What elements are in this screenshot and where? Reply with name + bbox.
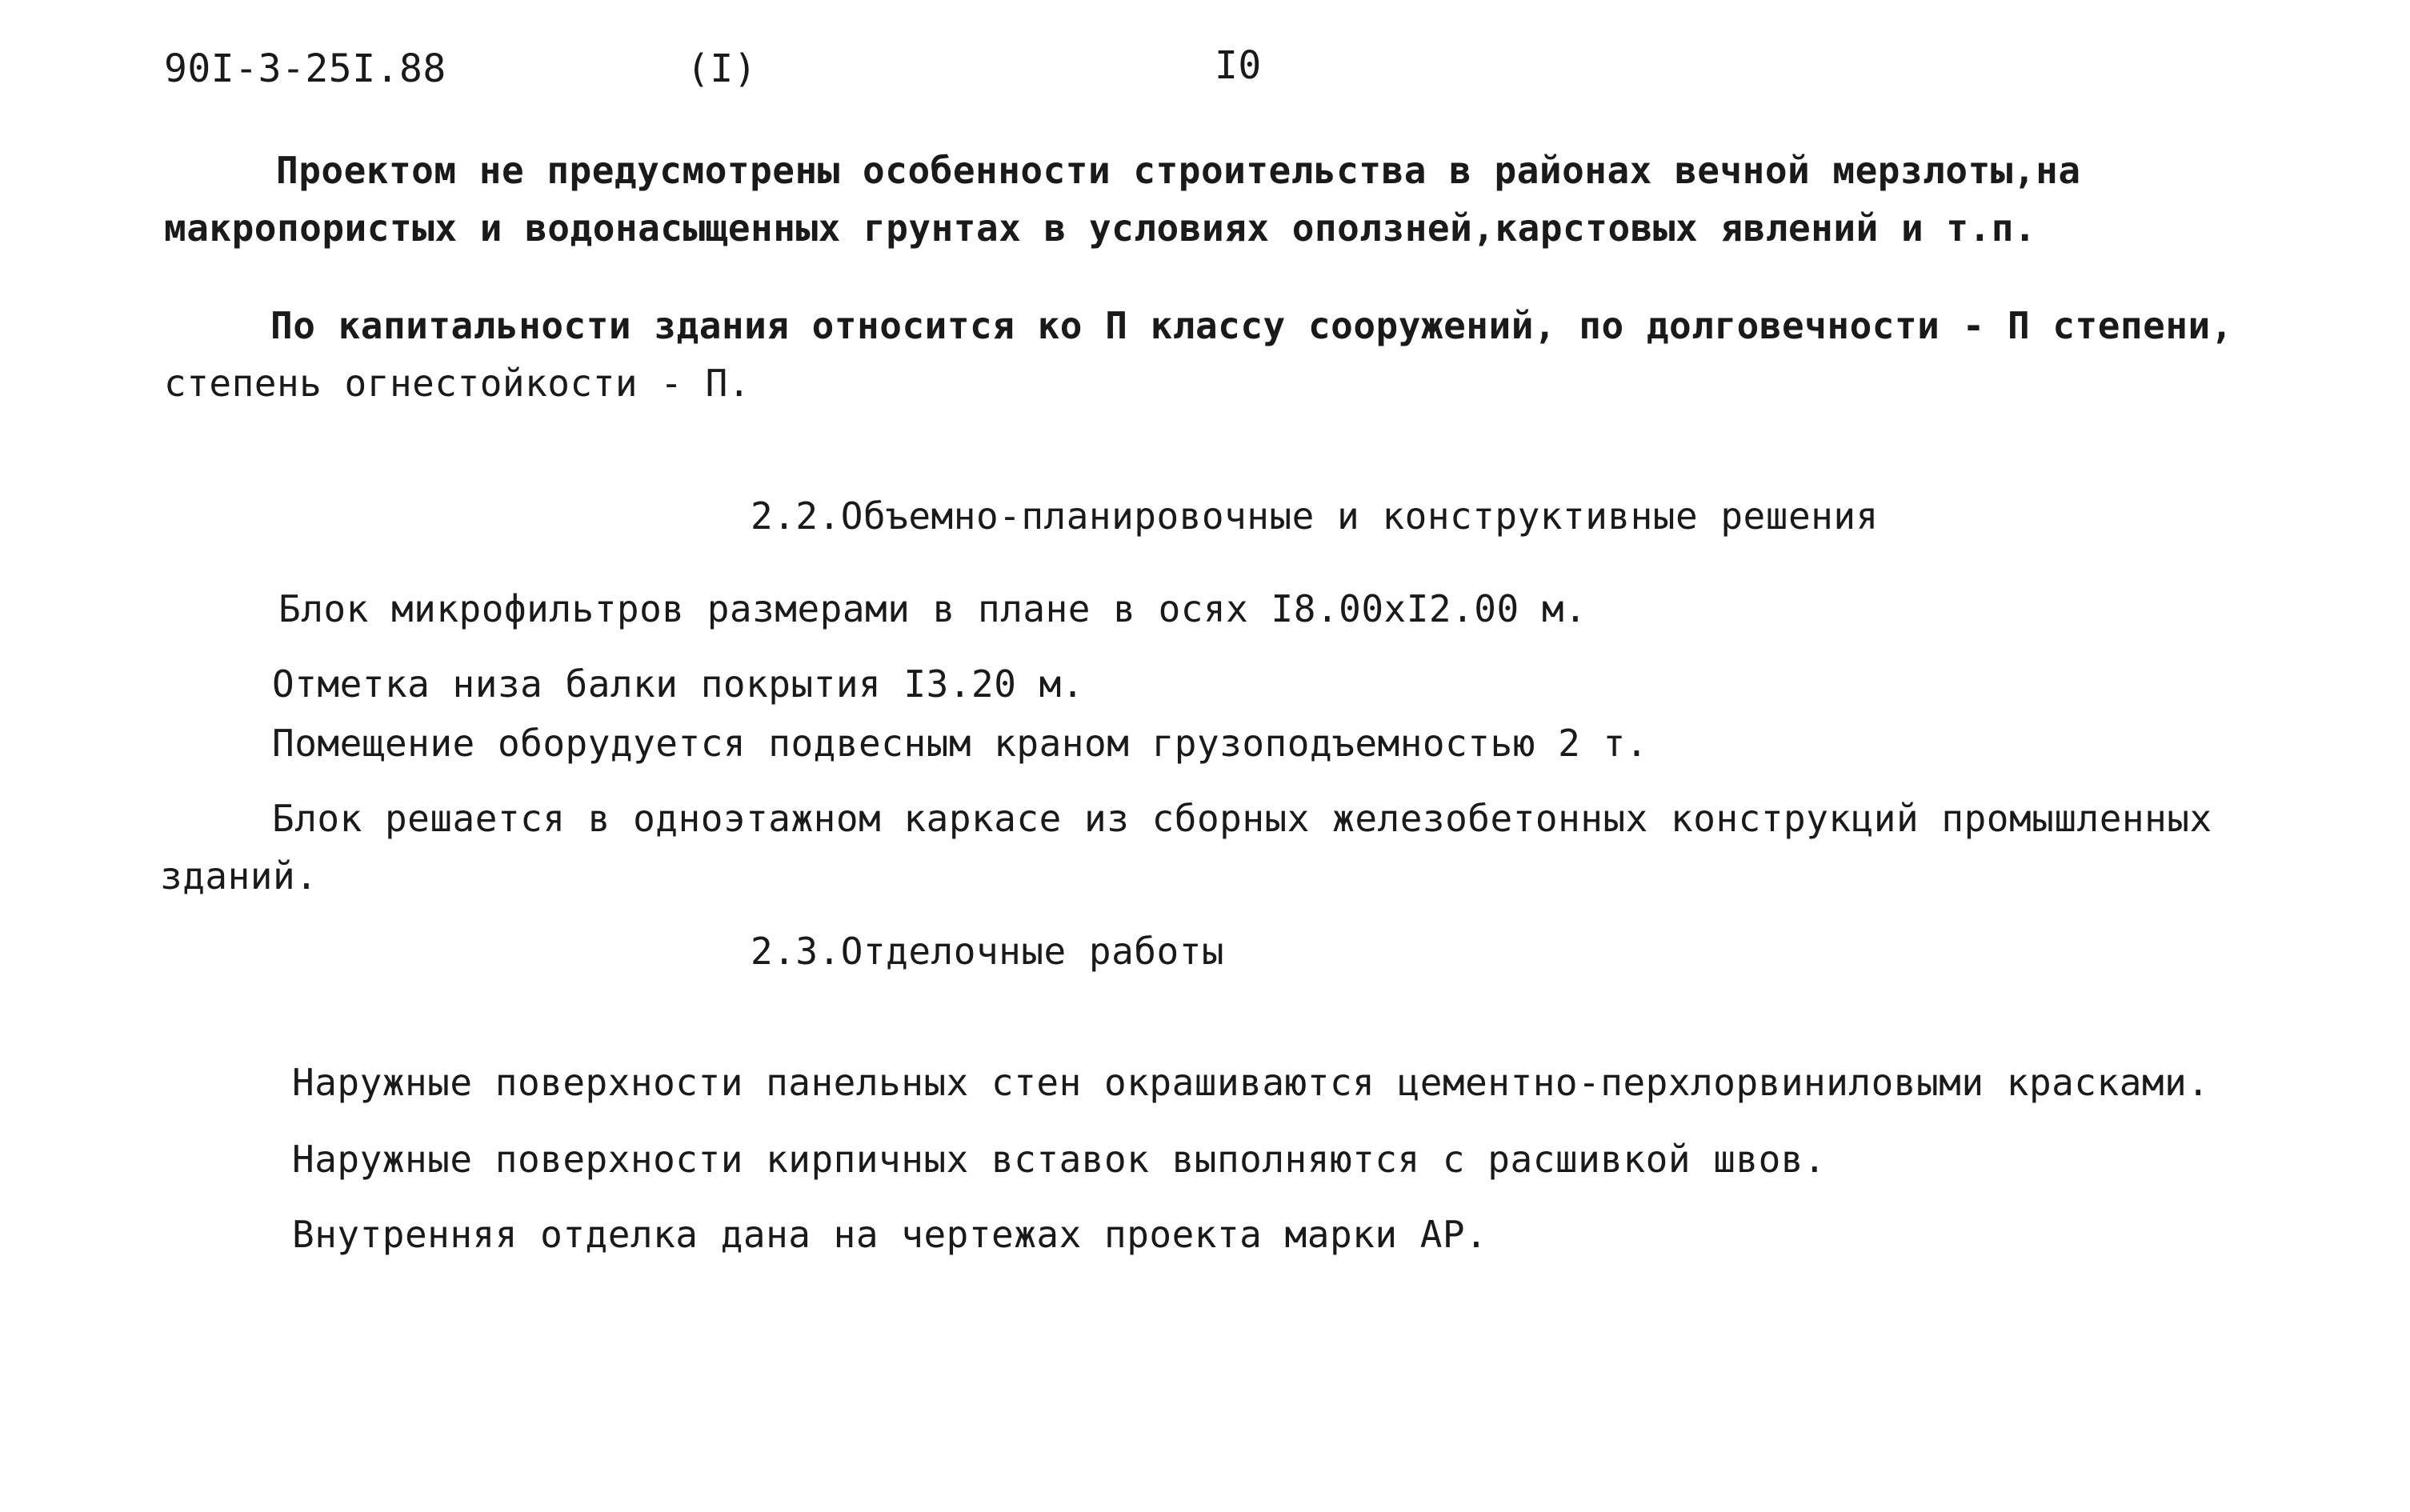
line-brick-inserts: Наружные поверхности кирпичных вставок выполняются с расшивкой швов. bbox=[292, 1138, 1827, 1181]
document-code: 90I-3-25I.88 bbox=[164, 46, 446, 91]
paragraph-frame-line-2: зданий. bbox=[160, 854, 318, 898]
section-2-2-heading: 2.2.Объемно-планировочные и конструктивные решения bbox=[751, 494, 1879, 538]
line-panel-walls: Наружные поверхности панельных стен окрашиваются цементно-перхлорвиниловыми красками. bbox=[292, 1061, 2210, 1104]
section-2-3-heading: 2.3.Отделочные работы bbox=[751, 930, 1225, 973]
page-number: I0 bbox=[1215, 43, 1262, 88]
volume-number: (I) bbox=[687, 46, 758, 91]
paragraph-capital-class-line-1: По капитальности здания относится ко П классу сооружений, по долговечности - П степени, bbox=[270, 304, 2233, 347]
line-beam-elevation: Отметка низа балки покрытия I3.20 м. bbox=[272, 662, 1084, 706]
line-block-dimensions: Блок микрофильтров размерами в плане в осях I8.00xI2.00 м. bbox=[278, 587, 1587, 630]
line-interior-finish: Внутренняя отделка дана на чертежах проекта марки АР. bbox=[292, 1213, 1488, 1256]
paragraph-permafrost-line-2: макропористых и водонасыщенных грунтах в условиях оползней,карстовых явлений и т.п. bbox=[164, 206, 2037, 250]
paragraph-capital-class-line-2: степень огнестойкости - П. bbox=[164, 362, 751, 405]
paragraph-permafrost-line-1: Проектом не предусмотрены особенности строительства в районах вечной мерзлоты,на bbox=[276, 149, 2081, 192]
line-crane: Помещение оборудуется подвесным краном грузоподъемностью 2 т. bbox=[272, 722, 1648, 765]
paragraph-frame-line-1: Блок решается в одноэтажном каркасе из сборных железобетонных конструкций промышленных bbox=[272, 797, 2212, 840]
